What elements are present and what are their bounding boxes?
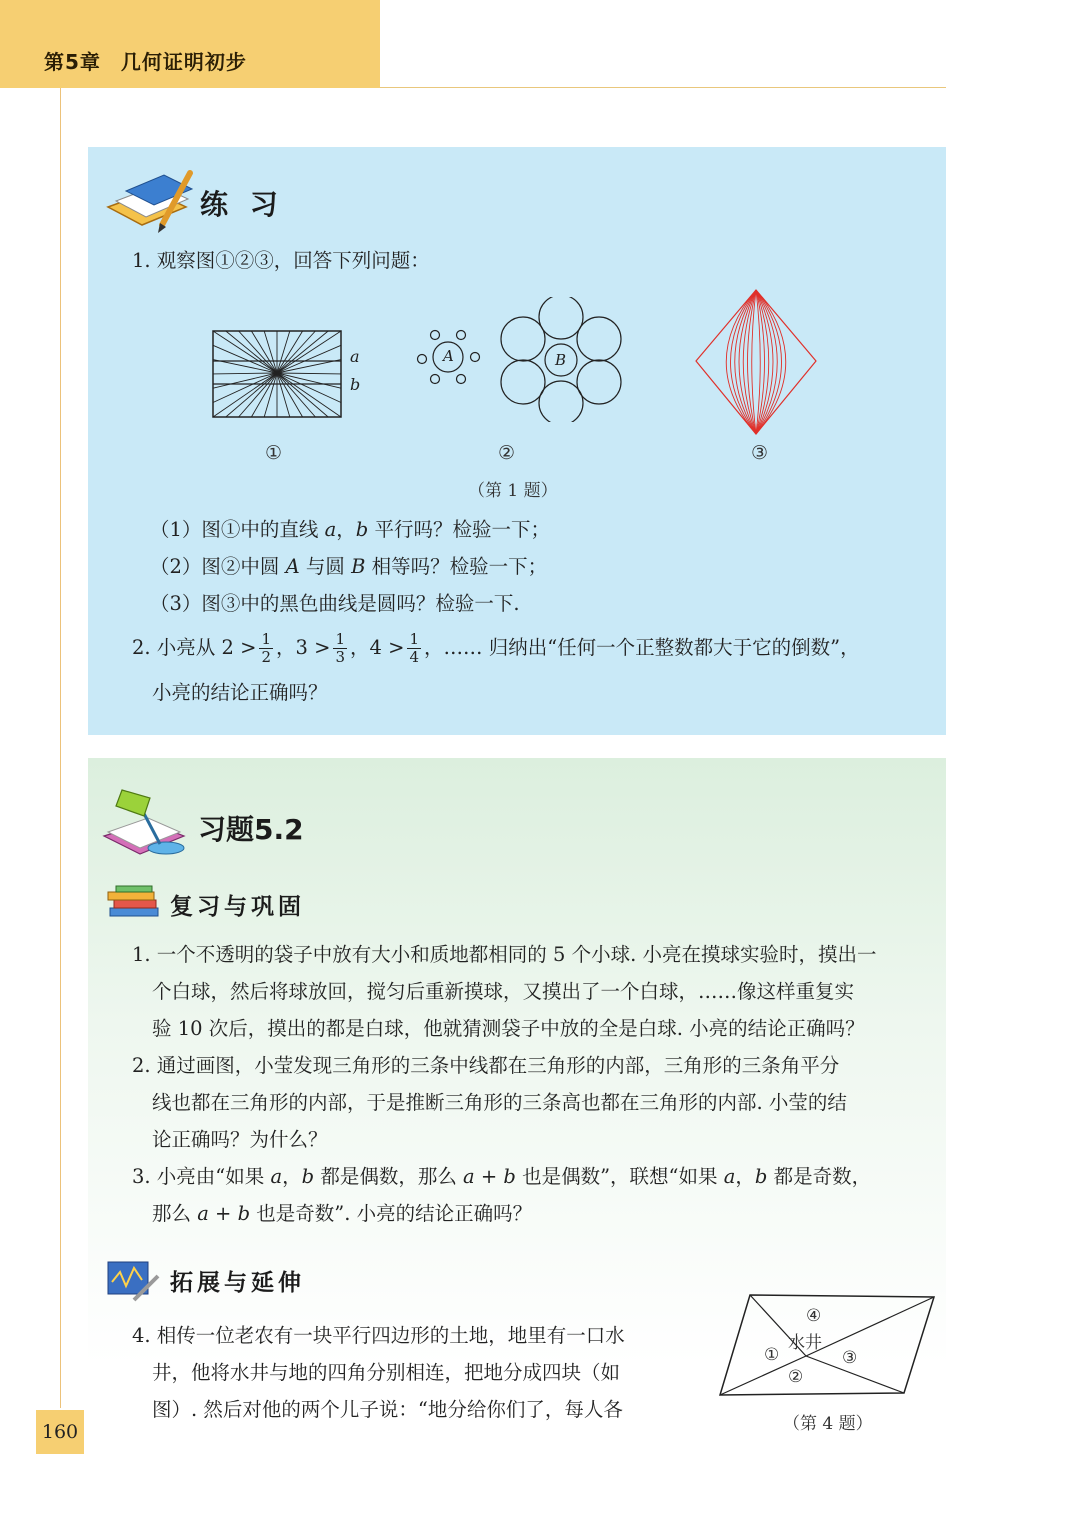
figure-3-line-circle-illusion <box>694 289 818 437</box>
practice-q1-sub1: （1）图①中的直线 a，b 平行吗？检验一下； <box>150 518 550 541</box>
figure-1-number: ① <box>265 442 283 464</box>
figure-1-hering-illusion <box>212 330 342 420</box>
practice-q2-line2: 小亮的结论正确吗？ <box>152 681 328 704</box>
figure-3-number: ③ <box>751 442 769 464</box>
exercise-2-line2: 线也都在三角形的内部，于是推断三角形的三条高也都在三角形的内部. 小莹的结 <box>152 1091 847 1114</box>
practice-section <box>88 147 946 735</box>
figure-4-region-3: ③ <box>842 1348 858 1368</box>
extend-chart-pencil-icon <box>104 1258 160 1302</box>
figure-4-region-2: ② <box>788 1367 804 1387</box>
page-number: 160 <box>36 1410 84 1454</box>
exercise-3-line2: 那么 a + b 也是奇数”. 小亮的结论正确吗？ <box>152 1202 533 1225</box>
practice-heading: 练 习 <box>200 188 284 221</box>
exercise-heading: 习题5.2 <box>198 813 304 846</box>
figure-4-parallelogram-well <box>718 1292 936 1400</box>
practice-q1-sub3: （3）图③中的黑色曲线是圆吗？检验一下. <box>150 592 520 615</box>
exercise-1-line3: 验 10 次后，摸出的都是白球，他就猜测袋子中放的全是白球. 小亮的结论正确吗？ <box>152 1017 865 1040</box>
figure-4-region-1: ① <box>764 1345 780 1365</box>
left-margin-rule <box>60 88 61 1408</box>
exercise-4-line1: 4. 相传一位老农有一块平行四边形的土地，地里有一口水 <box>132 1324 625 1347</box>
figure-1-caption: （第 1 题） <box>468 481 558 501</box>
exercise-1-line1: 1. 一个不透明的袋子中放有大小和质地都相同的 5 个小球. 小亮在摸球实验时，摸出一 <box>132 943 877 966</box>
figure-4-region-4: ④ <box>806 1306 822 1326</box>
figure-1-label-b: b <box>350 375 361 394</box>
practice-pencil-icon <box>102 167 198 239</box>
extend-heading: 拓展与延伸 <box>170 1269 305 1296</box>
exercise-2-line3: 论正确吗？为什么？ <box>152 1128 328 1151</box>
chapter-number: 第5章 <box>44 50 101 74</box>
practice-q1-prompt: 1. 观察图①②③，回答下列问题： <box>132 249 430 272</box>
exercise-1-line2: 个白球，然后将球放回，搅匀后重新摸球，又摸出了一个白球，……像这样重复实 <box>152 980 855 1003</box>
figure-2-label-A: A <box>443 347 454 365</box>
practice-q2-line1: 2. 小亮从 2 > $\frac{1}{2}$ ，3 > $\frac{1}{3}$ ，4 > $\frac{1}{4}$ ，…… 归纳出“任何一个正整数都大于它的倒数”， <box>132 630 860 666</box>
chapter-header <box>44 46 267 75</box>
review-books-icon <box>104 884 166 922</box>
exercise-2-line1: 2. 通过画图，小莹发现三角形的三条中线都在三角形的内部，三角形的三条角平分 <box>132 1054 840 1077</box>
exercise-4-line3: 图）. 然后对他的两个儿子说：“地分给你们了，每人各 <box>152 1398 623 1421</box>
review-heading: 复习与巩固 <box>170 893 305 920</box>
figure-4-caption: （第 4 题） <box>783 1414 873 1434</box>
figure-2-label-B: B <box>555 351 567 369</box>
exercise-3-line1: 3. 小亮由“如果 a，b 都是偶数，那么 a + b 也是偶数”，联想“如果 a，b 都是奇数， <box>132 1165 872 1188</box>
figure-1-label-a: a <box>350 347 360 366</box>
exercise-lamp-book-icon <box>100 784 190 864</box>
header-rule <box>380 87 946 88</box>
practice-q1-sub2: （2）图②中圆 A 与圆 B 相等吗？检验一下； <box>150 555 548 578</box>
figure-4-well-label: 水井 <box>788 1333 822 1353</box>
exercise-section <box>88 758 946 1517</box>
exercise-4-line2: 井，他将水井与地的四角分别相连，把地分成四块（如 <box>152 1361 621 1384</box>
figure-2-number: ② <box>498 442 516 464</box>
chapter-title: 几何证明初步 <box>120 50 247 74</box>
